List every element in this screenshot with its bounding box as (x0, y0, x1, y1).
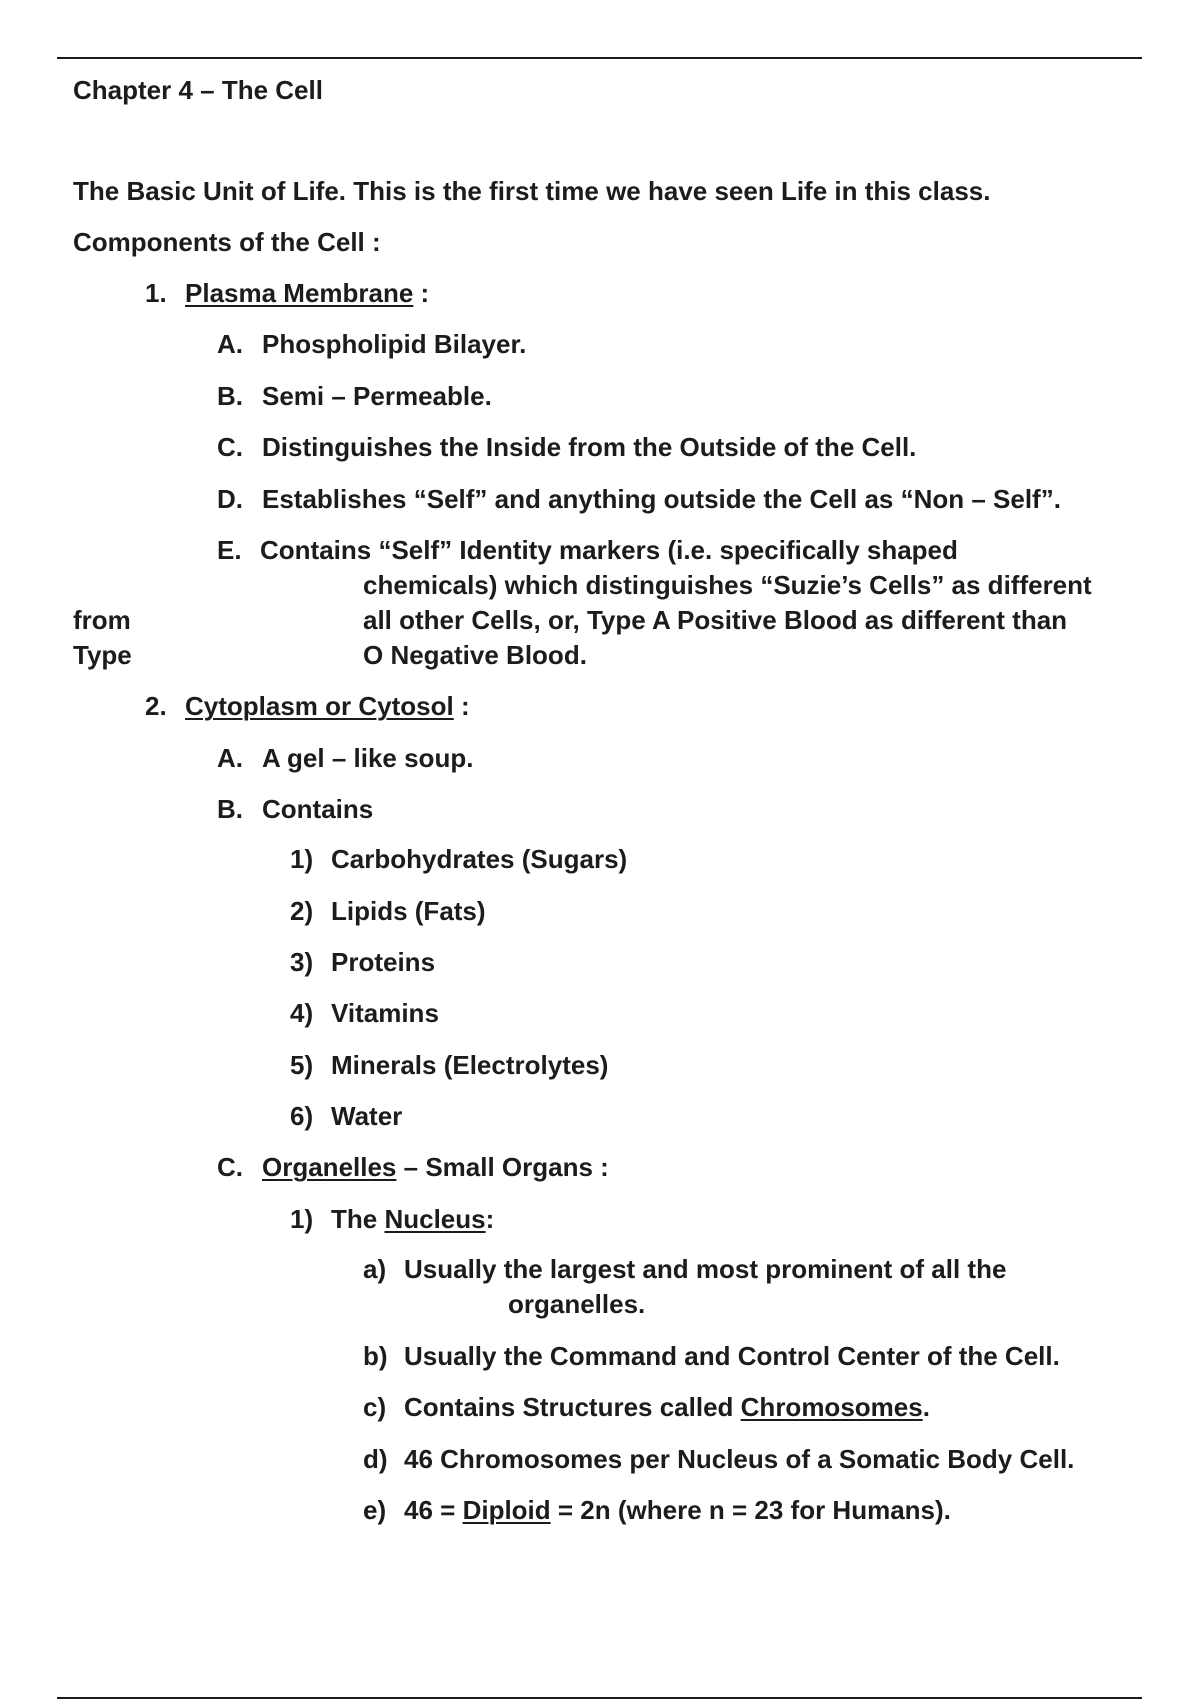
components-title: Components of the Cell : (73, 227, 381, 257)
section1-number: 1. (145, 278, 167, 308)
list-item: Semi – Permeable. (262, 381, 492, 411)
item-label: B. (217, 794, 243, 824)
diploid-term: Diploid (462, 1495, 551, 1525)
sub-list-item: Minerals (Electrolytes) (331, 1050, 609, 1080)
sub-list-item: Water (331, 1101, 403, 1131)
list-item: Contains (262, 794, 374, 824)
nucleus-suffix: : (485, 1204, 495, 1234)
sub-item-label: 3) (290, 947, 314, 977)
section1-title (185, 276, 429, 310)
section2-suffix: : (453, 691, 470, 721)
list-item: A gel – like soup. (262, 743, 474, 773)
sub-item-label: 2) (290, 896, 314, 926)
nucleus-heading (331, 1202, 494, 1236)
section2-number: 2. (145, 691, 167, 721)
nucleus-item-label: c) (363, 1392, 387, 1422)
nucleus-item-a-line2: organelles. (508, 1289, 646, 1319)
list-item-e-line3: all other Cells, or, Type A Positive Blood as different than (363, 605, 1068, 635)
margin-word-from: from (73, 605, 131, 635)
plasma-membrane-term: Plasma Membrane (185, 278, 414, 308)
list-item-e-line4: O Negative Blood. (363, 640, 587, 670)
nucleus-prefix: The (331, 1204, 385, 1234)
item-label: A. (217, 329, 243, 359)
nucleus-item-label: b) (363, 1341, 388, 1371)
sub-item-label: 4) (290, 998, 314, 1028)
nucleus-item-a-line1: Usually the largest and most prominent of all the (404, 1254, 1007, 1284)
top-rule (57, 57, 1142, 59)
sub-list-item: Carbohydrates (Sugars) (331, 844, 628, 874)
organelles-term: Organelles (262, 1152, 397, 1182)
intro-text: The Basic Unit of Life. This is the first time we have seen Life in this class. (73, 176, 991, 206)
nucleus-item-c (404, 1390, 930, 1424)
sub-list-item: Lipids (Fats) (331, 896, 486, 926)
list-item: Establishes “Self” and anything outside the Cell as “Non – Self”. (262, 484, 1061, 514)
item-label: A. (217, 743, 243, 773)
organelles-rest: – Small Organs : (396, 1152, 609, 1182)
nucleus-item-label: a) (363, 1254, 387, 1284)
nucleus-item-b: Usually the Command and Control Center of the Cell. (404, 1341, 1060, 1371)
list-item: Phospholipid Bilayer. (262, 329, 527, 359)
nucleus-item-d: 46 Chromosomes per Nucleus of a Somatic Body Cell. (404, 1444, 1075, 1474)
section2-title (185, 689, 470, 723)
page-heading: Chapter 4 – The Cell (73, 75, 323, 105)
section1-suffix: : (413, 278, 430, 308)
sub-item-label: 1) (290, 1204, 314, 1234)
item-label: E. (217, 535, 242, 565)
nucleus-item-e-suffix: = 2n (where n = 23 for Humans). (550, 1495, 951, 1525)
sub-list-item: Vitamins (331, 998, 439, 1028)
item-label: C. (217, 1152, 243, 1182)
nucleus-item-label: d) (363, 1444, 388, 1474)
margin-word-type: Type (73, 640, 132, 670)
list-item-e-line1: Contains “Self” Identity markers (i.e. specifically shaped (260, 535, 958, 565)
list-item: Distinguishes the Inside from the Outside of the Cell. (262, 432, 917, 462)
sub-item-label: 6) (290, 1101, 314, 1131)
chromosomes-term: Chromosomes (740, 1392, 923, 1422)
item-label: C. (217, 432, 243, 462)
nucleus-item-e-prefix: 46 = (404, 1495, 463, 1525)
item-label: D. (217, 484, 243, 514)
list-item-e-line2: chemicals) which distinguishes “Suzie’s Cells” as different (363, 570, 1092, 600)
nucleus-term: Nucleus (384, 1204, 486, 1234)
organelles-heading (262, 1150, 609, 1184)
nucleus-item-c-prefix: Contains Structures called (404, 1392, 741, 1422)
bottom-rule (57, 1697, 1142, 1699)
cytoplasm-term: Cytoplasm or Cytosol (185, 691, 454, 721)
item-label: B. (217, 381, 243, 411)
nucleus-item-label: e) (363, 1495, 387, 1525)
sub-item-label: 5) (290, 1050, 314, 1080)
sub-list-item: Proteins (331, 947, 436, 977)
nucleus-item-e (404, 1493, 951, 1527)
nucleus-item-c-suffix: . (922, 1392, 930, 1422)
sub-item-label: 1) (290, 844, 314, 874)
